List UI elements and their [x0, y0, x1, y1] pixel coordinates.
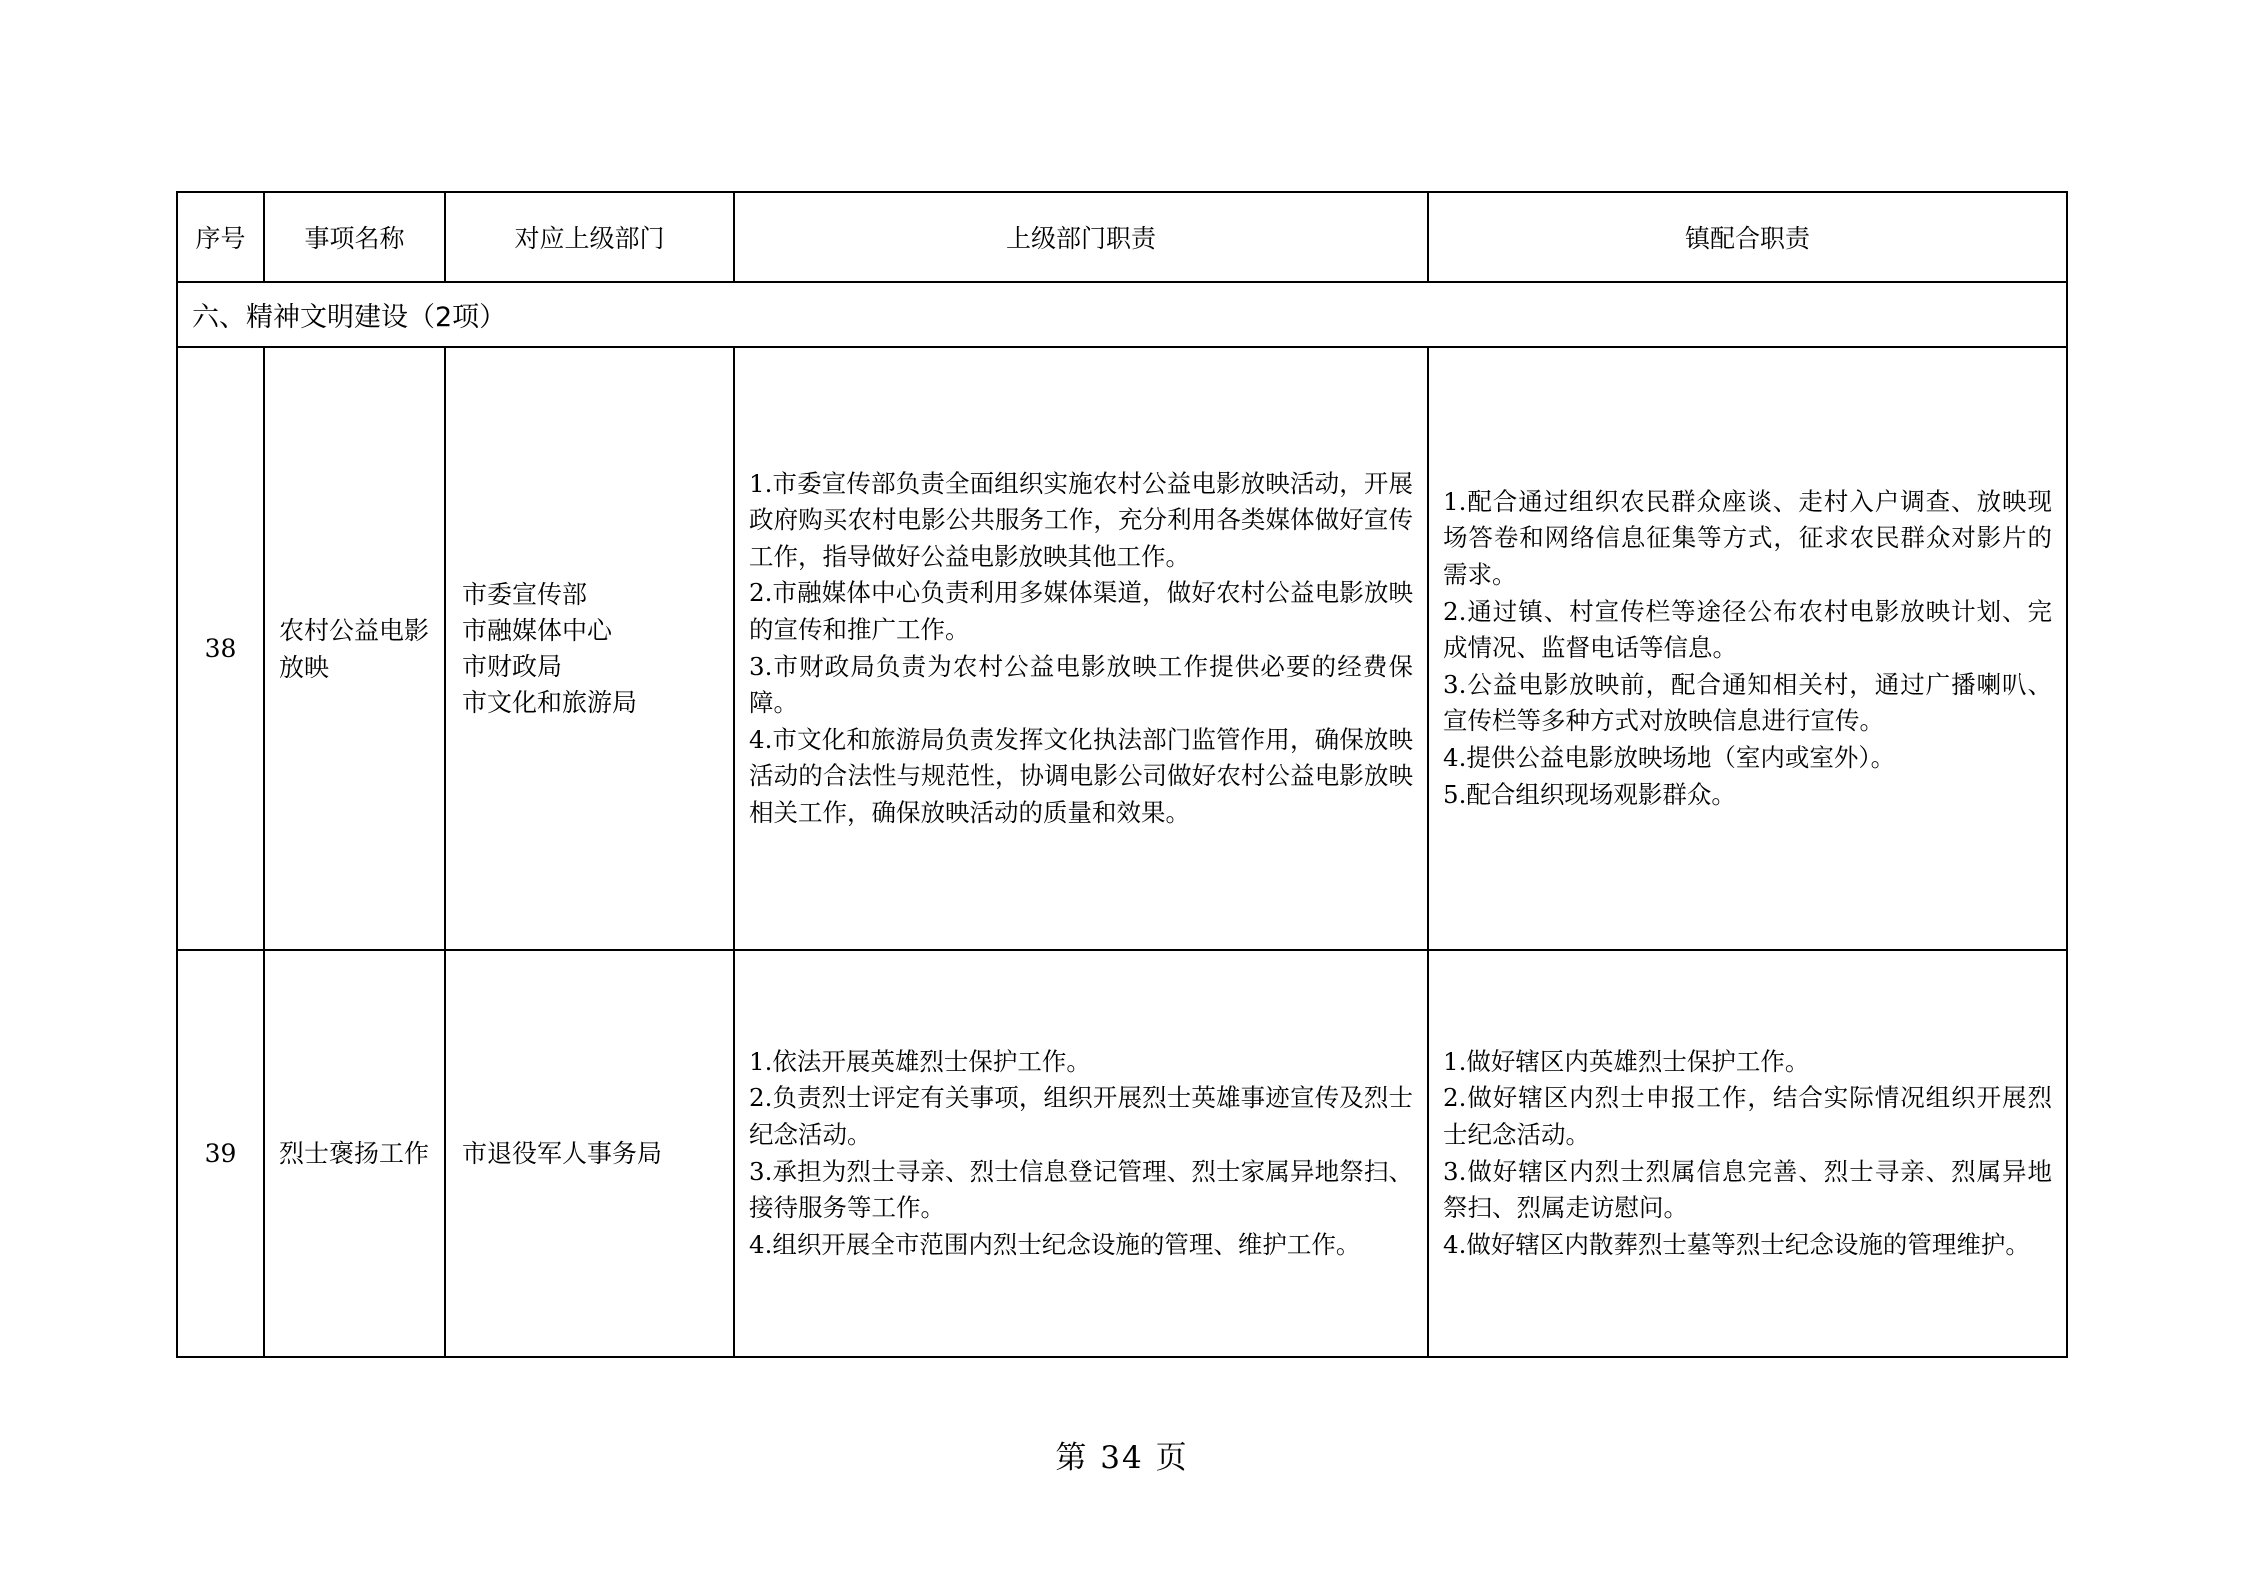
header-item-name: 事项名称	[264, 192, 445, 282]
table-row	[177, 950, 2067, 1357]
duty-item: 1.做好辖区内英雄烈士保护工作。	[1443, 1046, 1810, 1076]
section-title: 六、精神文明建设（2项）	[177, 282, 2067, 347]
section-row	[177, 282, 2067, 347]
duty-item: 1.市委宣传部负责全面组织实施农村公益电影放映活动，开展政府购买农村电影公共服务工作，充分利用各类媒体做好宣传工作，指导做好公益电影放映其他工作。	[749, 468, 1413, 571]
department-item: 市财政局	[462, 651, 563, 681]
header-town-duties: 镇配合职责	[1428, 192, 2067, 282]
department-item: 市退役军人事务局	[462, 1138, 663, 1168]
duty-item: 2.市融媒体中心负责利用多媒体渠道，做好农村公益电影放映的宣传和推广工作。	[749, 578, 1413, 644]
duty-item: 2.负责烈士评定有关事项，组织开展烈士英雄事迹宣传及烈士纪念活动。	[749, 1083, 1413, 1149]
town-duties	[1428, 950, 2067, 1357]
duty-item: 4.做好辖区内散葬烈士墓等烈士纪念设施的管理维护。	[1443, 1229, 2030, 1259]
row-number: 39	[177, 950, 264, 1357]
superior-departments	[445, 950, 734, 1357]
row-number: 38	[177, 347, 264, 950]
duties-table	[176, 191, 2068, 1358]
duty-item: 3.市财政局负责为农村公益电影放映工作提供必要的经费保障。	[749, 651, 1413, 718]
table-row	[177, 347, 2067, 950]
table-header-row	[177, 192, 2067, 282]
department-item: 市委宣传部	[462, 579, 588, 609]
page-number: 第 34 页	[1055, 1440, 1189, 1476]
duty-item: 4.提供公益电影放映场地（室内或室外）。	[1443, 742, 1896, 772]
duty-item: 4.市文化和旅游局负责发挥文化执法部门监管作用，确保放映活动的合法性与规范性，协调电影公司做好农村公益电影放映相关工作，确保放映活动的质量和效果。	[749, 724, 1413, 827]
department-item: 市融媒体中心	[462, 615, 613, 645]
duty-item: 2.通过镇、村宣传栏等途径公布农村电影放映计划、完成情况、监督电话等信息。	[1443, 596, 2052, 663]
duty-item: 4.组织开展全市范围内烈士纪念设施的管理、维护工作。	[749, 1229, 1361, 1259]
duty-item: 3.做好辖区内烈士烈属信息完善、烈士寻亲、烈属异地祭扫、烈属走访慰问。	[1443, 1156, 2052, 1223]
town-duties	[1428, 347, 2067, 950]
header-serial-number: 序号	[177, 192, 264, 282]
duty-item: 1.配合通过组织农民群众座谈、走村入户调查、放映现场答卷和网络信息征集等方式，征求农民群众对影片的需求。	[1443, 486, 2052, 590]
superior-duties	[734, 950, 1428, 1357]
item-name: 农村公益电影放映	[264, 347, 445, 950]
superior-departments	[445, 347, 734, 950]
duty-item: 2.做好辖区内烈士申报工作，结合实际情况组织开展烈士纪念活动。	[1443, 1083, 2052, 1149]
item-name: 烈士褒扬工作	[264, 950, 445, 1357]
duty-item: 1.依法开展英雄烈士保护工作。	[749, 1046, 1091, 1076]
superior-duties	[734, 347, 1428, 950]
duty-item: 3.公益电影放映前，配合通知相关村，通过广播喇叭、宣传栏等多种方式对放映信息进行宣传。	[1443, 669, 2052, 736]
header-superior-duties: 上级部门职责	[734, 192, 1428, 282]
duty-item: 3.承担为烈士寻亲、烈士信息登记管理、烈士家属异地祭扫、接待服务等工作。	[749, 1156, 1413, 1223]
header-superior-department: 对应上级部门	[445, 192, 734, 282]
duty-item: 5.配合组织现场观影群众。	[1443, 779, 1736, 809]
department-item: 市文化和旅游局	[462, 687, 638, 717]
